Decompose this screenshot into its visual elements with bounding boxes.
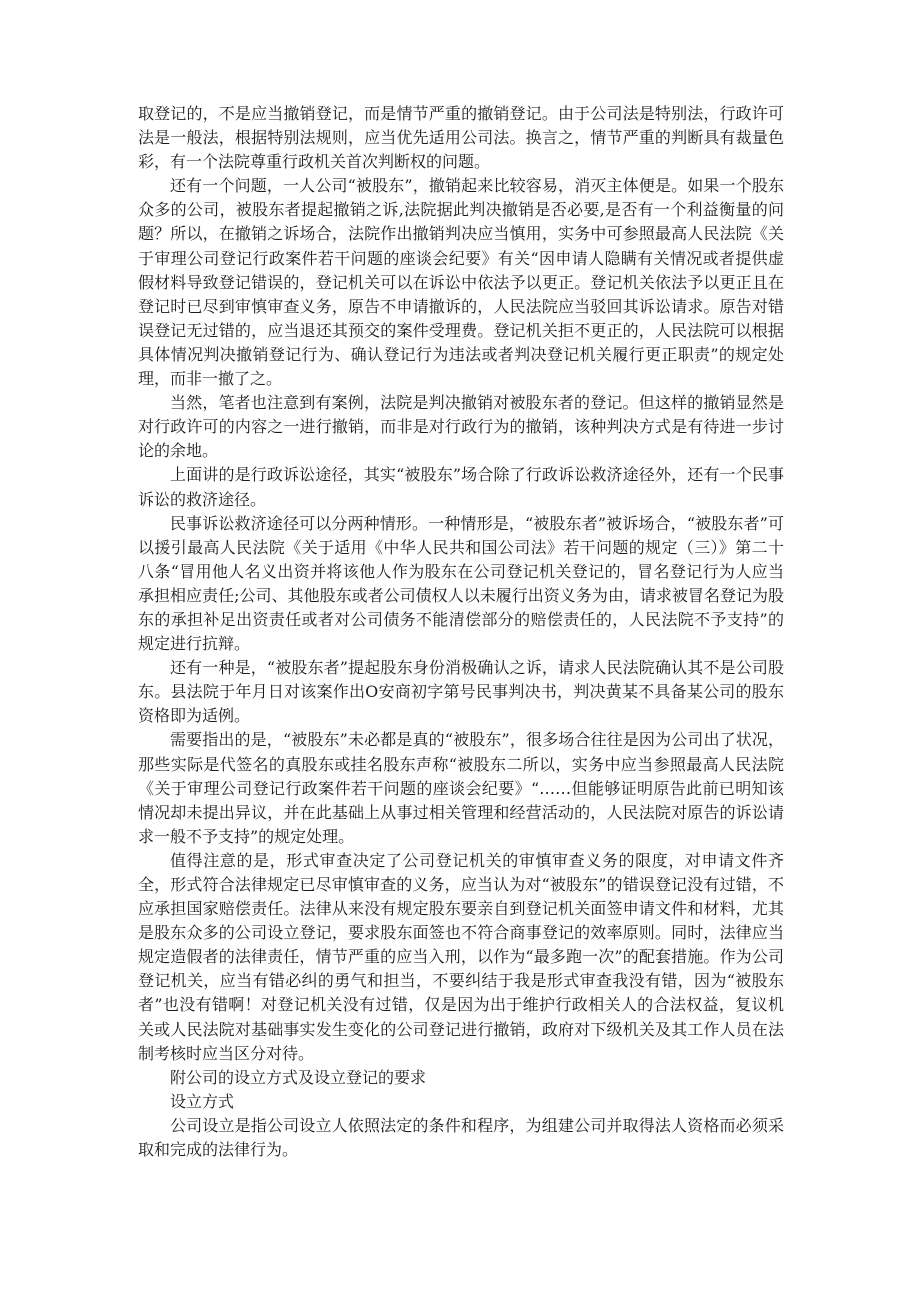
section-heading-appendix: 附公司的设立方式及设立登记的要求 bbox=[170, 1067, 427, 1087]
section-heading-establishment: 设立方式 bbox=[170, 1091, 235, 1111]
paragraph-11: 公司设立是指公司设立人依照法定的条件和程序，为组建公司并取得法人资格而必须采取和完成的法律行为。 bbox=[138, 1115, 784, 1160]
document-page bbox=[138, 102, 784, 1162]
paragraph-3: 当然，笔者也注意到有案例，法院是判决撤销对被股东者的登记。但这样的撤销显然是对行政许可的内容之一进行撤销，而非是对行政行为的撤销，该种判决方式是有待进一步讨论的余地。 bbox=[138, 393, 784, 461]
paragraph-2: 还有一个问题，一人公司“被股东”，撤销起来比较容易，消灭主体便是。如果一个股东众多的公司，被股东者提起撤销之诉,法院据此判决撤销是否必要,是否有一个利益衡量的问题？所以，在撤销之诉场合，法院作出撤销判决应当慎用，实务中可参照最高人民法院《关于审理公司登记行政案件若干问题的座谈会纪要》有关“因申请人隐瞒有关情况或者提供虚假材料导致登记错误的，登记机关可以在诉讼中依法予以更正。登记机关依法予以更正且在登记时已尽到审慎审查义务，原告不申请撤诉的，人民法院应当驳回其诉讼请求。原告对错误登记无过错的，应当退还其预交的案件受理费。登记机关拒不更正的，人民法院可以根据具体情况判决撤销登记行为、确认登记行为违法或者判决登记机关履行更正职责”的规定处理，而非一撤了之。 bbox=[138, 176, 784, 389]
paragraph-6: 还有一种是，“被股东者”提起股东身份消极确认之诉，请求人民法院确认其不是公司股东。县法院于年月日对该案作出O安商初字第号民事判决书，判决黄某不具备某公司的股东资格即为适例。 bbox=[138, 658, 784, 726]
paragraph-5: 民事诉讼救济途径可以分两种情形。一种情形是，“被股东者”被诉场合，“被股东者”可以援引最高人民法院《关于适用《中华人民共和国公司法》若干问题的规定（三）》第二十八条“冒用他人名义出资并将该他人作为股东在公司登记机关登记的，冒名登记行为人应当承担相应责任;公司、其他股东或者公司债权人以未履行出资义务为由，请求被冒名登记为股东的承担补足出资责任或者对公司债务不能清偿部分的赔偿责任的，人民法院不予支持”的规定进行抗辩。 bbox=[138, 513, 784, 654]
paragraph-1: 取登记的，不是应当撤销登记，而是情节严重的撤销登记。由于公司法是特别法，行政许可法是一般法，根据特别法规则，应当优先适用公司法。换言之，情节严重的判断具有裁量色彩，有一个法院尊重行政机关首次判断权的问题。 bbox=[138, 104, 784, 172]
paragraph-7: 需要指出的是，“被股东”未必都是真的“被股东”，很多场合往往是因为公司出了状况，那些实际是代签名的真股东或挂名股东声称“被股东二所以，实务中应当参照最高人民法院《关于审理公司登记行政案件若干问题的座谈会纪要》“……但能够证明原告此前已明知该情况却未提出异议，并在此基础上从事过相关管理和经营活动的，人民法院对原告的诉讼请求一般不予支持”的规定处理。 bbox=[138, 730, 784, 846]
paragraph-4: 上面讲的是行政诉讼途径，其实“被股东”场合除了行政诉讼救济途径外，还有一个民事诉讼的救济途径。 bbox=[138, 465, 784, 509]
paragraph-8: 值得注意的是，形式审查决定了公司登记机关的审慎审查义务的限度，对申请文件齐全，形式符合法律规定已尽审慎审查的义务，应当认为对“被股东”的错误登记没有过错，不应承担国家赔偿责任。法律从来没有规定股东要亲自到登记机关面签申请文件和材料，尤其是股东众多的公司设立登记，要求股东面签也不符合商事登记的效率原则。同时，法律应当规定造假者的法律责任，情节严重的应当入刑，以作为“最多跑一次”的配套措施。作为公司登记机关，应当有错必纠的勇气和担当，不要纠结于我是形式审查我没有错，因为“被股东者”也没有错啊！对登记机关没有过错，仅是因为出于维护行政相关人的合法权益，复议机关或人民法院对基础事实发生变化的公司登记进行撤销，政府对下级机关及其工作人员在法制考核时应当区分对待。 bbox=[138, 850, 784, 1063]
